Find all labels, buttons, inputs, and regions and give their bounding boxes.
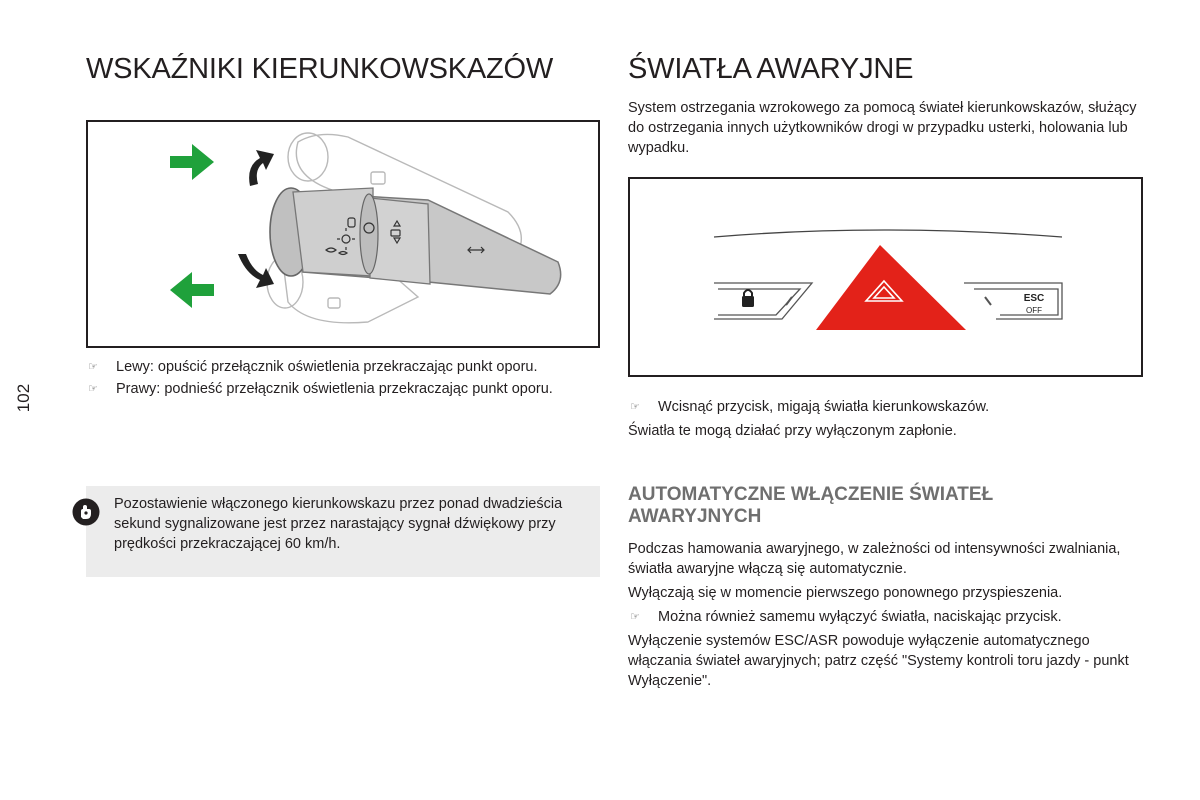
warning-note-text: Pozostawienie włączonego kierunkowskazu przez ponad dwadzieścia sekund sygnalizowane jest przez narastający sygnał dźwiękowy przy prędkości przekraczającej 60 km/h. bbox=[114, 496, 563, 552]
pointing-hand-icon: ☞ bbox=[88, 382, 98, 395]
pointing-hand-icon: ☞ bbox=[630, 400, 640, 413]
hazard-instructions bbox=[628, 397, 1148, 441]
hazard-intro: System ostrzegania wzrokowego za pomocą świateł kierunkowskazów, służący do ostrzegania innych użytkowników drogi w przypadku usterki, holowania lub wypadku. bbox=[628, 100, 1137, 156]
esc-asr-text: Wyłączenie systemów ESC/ASR powoduje wyłączenie automatycznego włączania świateł awaryjnych; patrz część "Systemy kontroli toru jazdy - punkt Wyłączenie". bbox=[628, 633, 1129, 689]
bullet-manual-off bbox=[628, 607, 1148, 627]
hazard-button-figure bbox=[628, 177, 1143, 377]
section-title-hazard-lights: ŚWIATŁA AWARYJNE bbox=[628, 53, 914, 85]
bullet-press-button bbox=[628, 397, 1148, 417]
bullet-left-text: Lewy: opuścić przełącznik oświetlenia przekraczając punkt oporu. bbox=[116, 359, 538, 375]
turn-signal-stalk-figure bbox=[86, 120, 600, 348]
subheading-auto-hazard: AUTOMATYCZNE WŁĄCZENIE ŚWIATEŁ AWARYJNYCH bbox=[628, 484, 994, 527]
bullet-right-signal bbox=[86, 379, 600, 399]
pointing-hand-icon: ☞ bbox=[630, 610, 640, 623]
page-number: 102 bbox=[14, 383, 33, 413]
lock-icon bbox=[742, 290, 754, 307]
green-arrow-right-icon bbox=[170, 144, 214, 180]
hazard-panel-illustration bbox=[630, 179, 1141, 375]
turn-signal-bullets bbox=[86, 357, 600, 399]
curved-arrow-up-icon bbox=[249, 150, 274, 186]
bullet-right-text: Prawy: podnieść przełącznik oświetlenia przekraczając punkt oporu. bbox=[116, 381, 553, 397]
green-arrow-left-icon bbox=[170, 272, 214, 308]
acceleration-off-text: Wyłączają się w momencie pierwszego ponownego przyspieszenia. bbox=[628, 585, 1063, 601]
pointing-hand-icon: ☞ bbox=[88, 360, 98, 373]
section-title-turn-signals: WSKAŹNIKI KIERUNKOWSKAZÓW bbox=[86, 53, 554, 85]
ignition-off-text: Światła te mogą działać przy wyłączonym zapłonie. bbox=[628, 423, 957, 439]
stalk-illustration bbox=[88, 122, 598, 346]
bullet-press-text: Wcisnąć przycisk, migają światła kierunkowskazów. bbox=[658, 399, 990, 415]
hazard-warning-button bbox=[816, 245, 966, 330]
esc-label: ESC bbox=[1023, 293, 1045, 304]
auto-hazard-text bbox=[628, 539, 1148, 691]
warning-hand-icon bbox=[72, 498, 100, 526]
bullet-left-signal bbox=[86, 357, 600, 377]
bullet-manual-off-text: Można również samemu wyłączyć światła, naciskając przycisk. bbox=[658, 609, 1062, 625]
off-label: OFF bbox=[1026, 306, 1042, 315]
esc-off-button bbox=[964, 283, 1062, 319]
emergency-braking-text: Podczas hamowania awaryjnego, w zależności od intensywności zwalniania, światła awaryjne włączą się automatycznie. bbox=[628, 541, 1121, 577]
warning-note bbox=[86, 486, 600, 577]
central-lock-button bbox=[714, 283, 812, 319]
